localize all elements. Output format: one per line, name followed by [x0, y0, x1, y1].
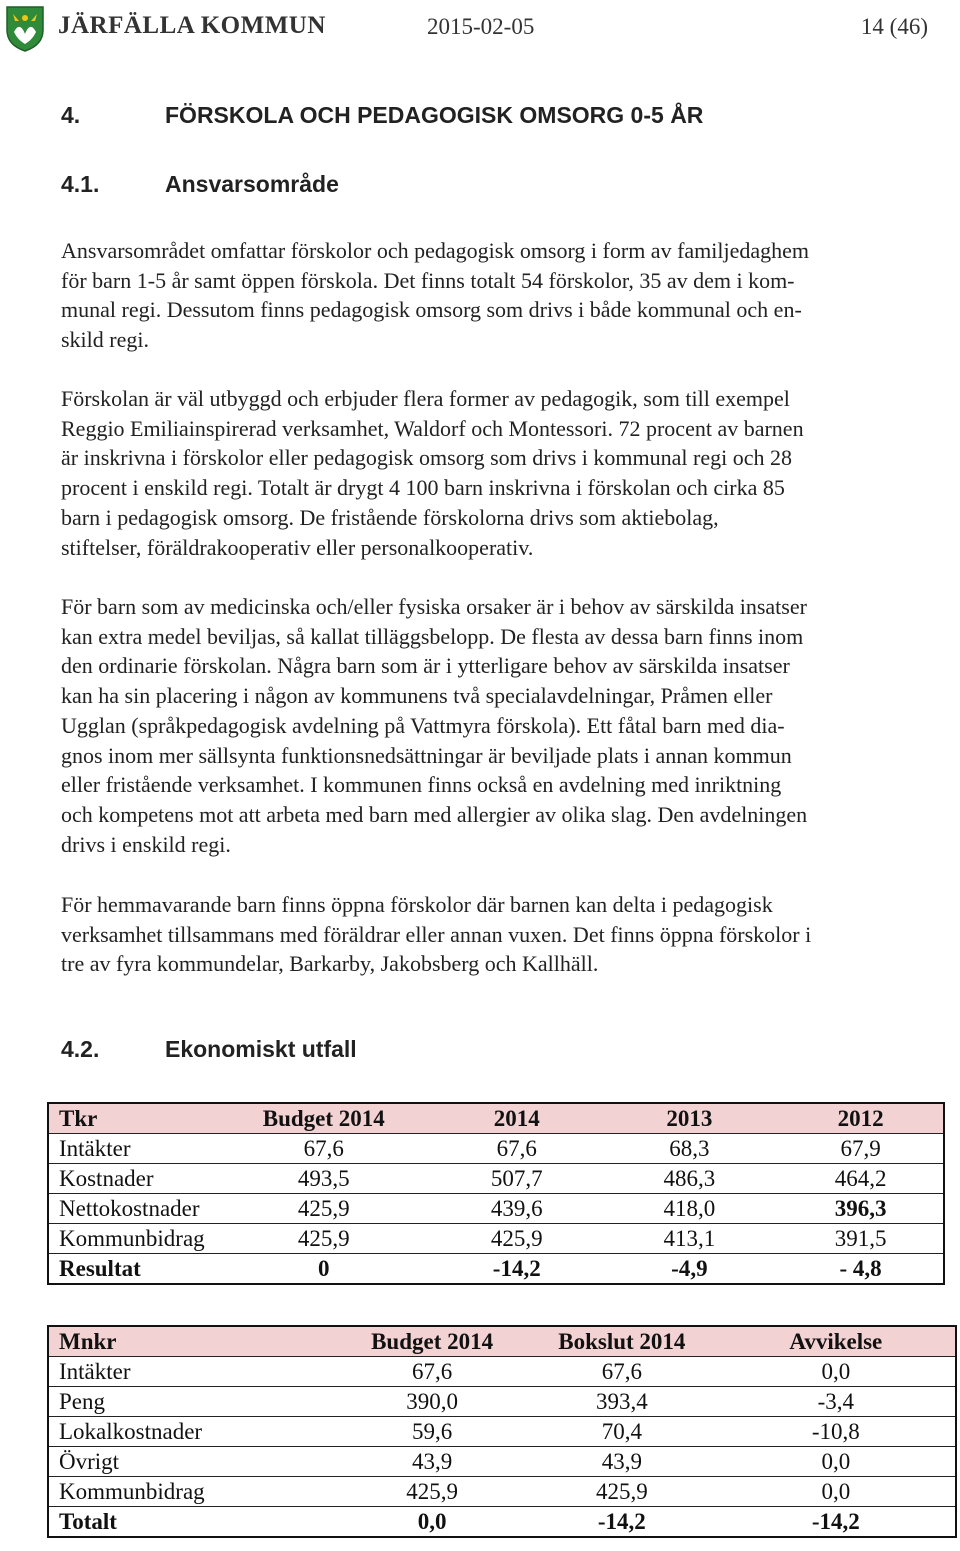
- table-cell: Lokalkostnader: [48, 1417, 337, 1447]
- table-cell: 391,5: [778, 1224, 944, 1254]
- heading-text: Ekonomiskt utfall: [165, 1036, 357, 1062]
- text-line: kan extra medel beviljas, så kallat tilläggsbelopp. De flesta av dessa barn finns inom: [61, 623, 804, 649]
- table-cell: 68,3: [601, 1134, 779, 1164]
- table-cell: 425,9: [527, 1477, 717, 1507]
- table-cell: 0,0: [717, 1447, 956, 1477]
- heading-number: 4.1.: [61, 171, 100, 197]
- table-row: [48, 1224, 944, 1254]
- paragraph-special-needs: [61, 592, 946, 859]
- text-line: Ugglan (språkpedagogisk avdelning på Vattmyra förskola). Ett fåtal barn med dia-: [61, 712, 785, 738]
- table-cell: 413,1: [601, 1224, 779, 1254]
- table-cell: 0: [215, 1254, 433, 1285]
- table-cell: 70,4: [527, 1417, 717, 1447]
- table-cell: 43,9: [337, 1447, 527, 1477]
- table-cell: 67,6: [215, 1134, 433, 1164]
- page-number: 14 (46): [860, 14, 928, 39]
- table-cell: -14,2: [717, 1507, 956, 1538]
- table-cell: 0,0: [717, 1357, 956, 1387]
- table-cell: 425,9: [433, 1224, 601, 1254]
- section-heading-4: [61, 102, 703, 129]
- table-cell: 418,0: [601, 1194, 779, 1224]
- heading-text: Ansvarsområde: [165, 171, 339, 197]
- section-heading-4-1: [61, 171, 339, 198]
- text-line: För hemmavarande barn finns öppna förskolor där barnen kan delta i pedagogisk: [61, 892, 773, 917]
- table-row: [48, 1387, 956, 1417]
- table-header-cell: Avvikelse: [717, 1326, 956, 1357]
- table-cell: 486,3: [601, 1164, 779, 1194]
- text-line: stiftelser, föräldrakooperativ eller personalkooperativ.: [61, 534, 534, 560]
- table-cell: Resultat: [48, 1254, 215, 1285]
- table-cell: 67,9: [778, 1134, 944, 1164]
- heading-text: FÖRSKOLA OCH PEDAGOGISK OMSORG 0-5 ÅR: [165, 102, 704, 128]
- table-header-cell: 2013: [601, 1103, 779, 1134]
- heading-number: 4.2.: [61, 1036, 100, 1062]
- page-header: [0, 0, 960, 58]
- table-cell: Intäkter: [48, 1357, 337, 1387]
- table-cell: 507,7: [433, 1164, 601, 1194]
- text-line: är inskrivna i förskolor eller pedagogisk omsorg som drivs i kommunal regi och 28: [61, 445, 792, 471]
- table-cell: Kommunbidrag: [48, 1477, 337, 1507]
- table-cell: -14,2: [527, 1507, 717, 1538]
- table-cell: -10,8: [717, 1417, 956, 1447]
- table-row: [48, 1194, 944, 1224]
- financial-table-mnkr: [47, 1325, 957, 1538]
- text-line: verksamhet tillsammans med föräldrar eller annan vuxen. Det finns öppna förskolor i: [61, 921, 812, 947]
- table-cell: Totalt: [48, 1507, 337, 1538]
- table-header-row: [48, 1326, 956, 1357]
- table-cell: 396,3: [778, 1194, 944, 1224]
- table-cell: 425,9: [215, 1194, 433, 1224]
- table-cell: 464,2: [778, 1164, 944, 1194]
- table-row: [48, 1507, 956, 1538]
- table-cell: 67,6: [433, 1134, 601, 1164]
- table-cell: 439,6: [433, 1194, 601, 1224]
- text-line: barn i pedagogisk omsorg. De fristående förskolorna drivs som aktiebolag,: [61, 504, 719, 530]
- table-cell: 493,5: [215, 1164, 433, 1194]
- table-cell: Kommunbidrag: [48, 1224, 215, 1254]
- table-row: [48, 1417, 956, 1447]
- financial-table-tkr: [47, 1102, 945, 1285]
- text-line: Förskolan är väl utbyggd och erbjuder flera former av pedagogik, som till exempel: [61, 386, 790, 411]
- table-cell: 425,9: [215, 1224, 433, 1254]
- text-line: den ordinarie förskolan. Några barn som är i ytterligare behov av särskilda insatser: [61, 653, 790, 679]
- table-cell: -4,9: [601, 1254, 779, 1285]
- table-cell: -3,4: [717, 1387, 956, 1417]
- heading-number: 4.: [61, 102, 81, 128]
- text-line: Reggio Emiliainspirerad verksamhet, Waldorf och Montessori. 72 procent av barnen: [61, 415, 804, 441]
- table-cell: Övrigt: [48, 1447, 337, 1477]
- table-cell: 393,4: [527, 1387, 717, 1417]
- table-row: [48, 1254, 944, 1285]
- table-cell: 425,9: [337, 1477, 527, 1507]
- table-cell: 59,6: [337, 1417, 527, 1447]
- paragraph-open-preschool: [61, 890, 946, 979]
- organization-name: JÄRFÄLLA KOMMUN: [58, 12, 326, 39]
- table-header-cell: Bokslut 2014: [527, 1326, 717, 1357]
- table-cell: Intäkter: [48, 1134, 215, 1164]
- text-line: Ansvarsområdet omfattar förskolor och pedagogisk omsorg i form av familjedaghem: [61, 238, 810, 263]
- table-header-cell: Tkr: [48, 1103, 215, 1134]
- text-line: för barn 1-5 år samt öppen förskola. Det finns totalt 54 förskolor, 35 av dem i kom-: [61, 267, 795, 293]
- text-line: kan ha sin placering i någon av kommunens två specialavdelningar, Pråmen eller: [61, 683, 773, 709]
- table-cell: - 4,8: [778, 1254, 944, 1285]
- table-row: [48, 1134, 944, 1164]
- table-row: [48, 1357, 956, 1387]
- text-line: eller fristående verksamhet. I kommunen finns också en avdelning med inriktning: [61, 772, 782, 798]
- table-row: [48, 1164, 944, 1194]
- table-cell: 0,0: [337, 1507, 527, 1538]
- table-cell: Nettokostnader: [48, 1194, 215, 1224]
- text-line: gnos inom mer sällsynta funktionsnedsättningar är beviljade plats i annan kommun: [61, 742, 792, 768]
- table-header-cell: Mnkr: [48, 1326, 337, 1357]
- table-row: [48, 1447, 956, 1477]
- table-cell: 43,9: [527, 1447, 717, 1477]
- table-header-cell: Budget 2014: [337, 1326, 527, 1357]
- text-line: och kompetens mot att arbeta med barn med allergier av olika slag. Den avdelningen: [61, 801, 808, 827]
- text-line: skild regi.: [61, 327, 149, 353]
- table-cell: Kostnader: [48, 1164, 215, 1194]
- text-line: För barn som av medicinska och/eller fysiska orsaker är i behov av särskilda insatser: [61, 594, 807, 619]
- table-header-cell: Budget 2014: [215, 1103, 433, 1134]
- table-cell: 67,6: [337, 1357, 527, 1387]
- municipality-crest-icon: [4, 4, 46, 52]
- table-cell: 67,6: [527, 1357, 717, 1387]
- table-header-cell: 2012: [778, 1103, 944, 1134]
- table-header-row: [48, 1103, 944, 1134]
- text-line: drivs i enskild regi.: [61, 831, 231, 857]
- table-cell: 0,0: [717, 1477, 956, 1507]
- table-row: [48, 1477, 956, 1507]
- section-heading-4-2: [61, 1036, 357, 1063]
- paragraph-preschool: [61, 384, 946, 562]
- table-cell: 390,0: [337, 1387, 527, 1417]
- table-header-cell: 2014: [433, 1103, 601, 1134]
- paragraph-responsibility: [61, 236, 946, 355]
- text-line: procent i enskild regi. Totalt är drygt 4 100 barn inskrivna i förskolan och cirka 85: [61, 475, 785, 501]
- text-line: munal regi. Dessutom finns pedagogisk omsorg som drivs i både kommunal och en-: [61, 297, 802, 323]
- table-cell: -14,2: [433, 1254, 601, 1285]
- table-cell: Peng: [48, 1387, 337, 1417]
- document-date: 2015-02-05: [427, 14, 535, 39]
- text-line: tre av fyra kommundelar, Barkarby, Jakobsberg och Kallhäll.: [61, 951, 599, 977]
